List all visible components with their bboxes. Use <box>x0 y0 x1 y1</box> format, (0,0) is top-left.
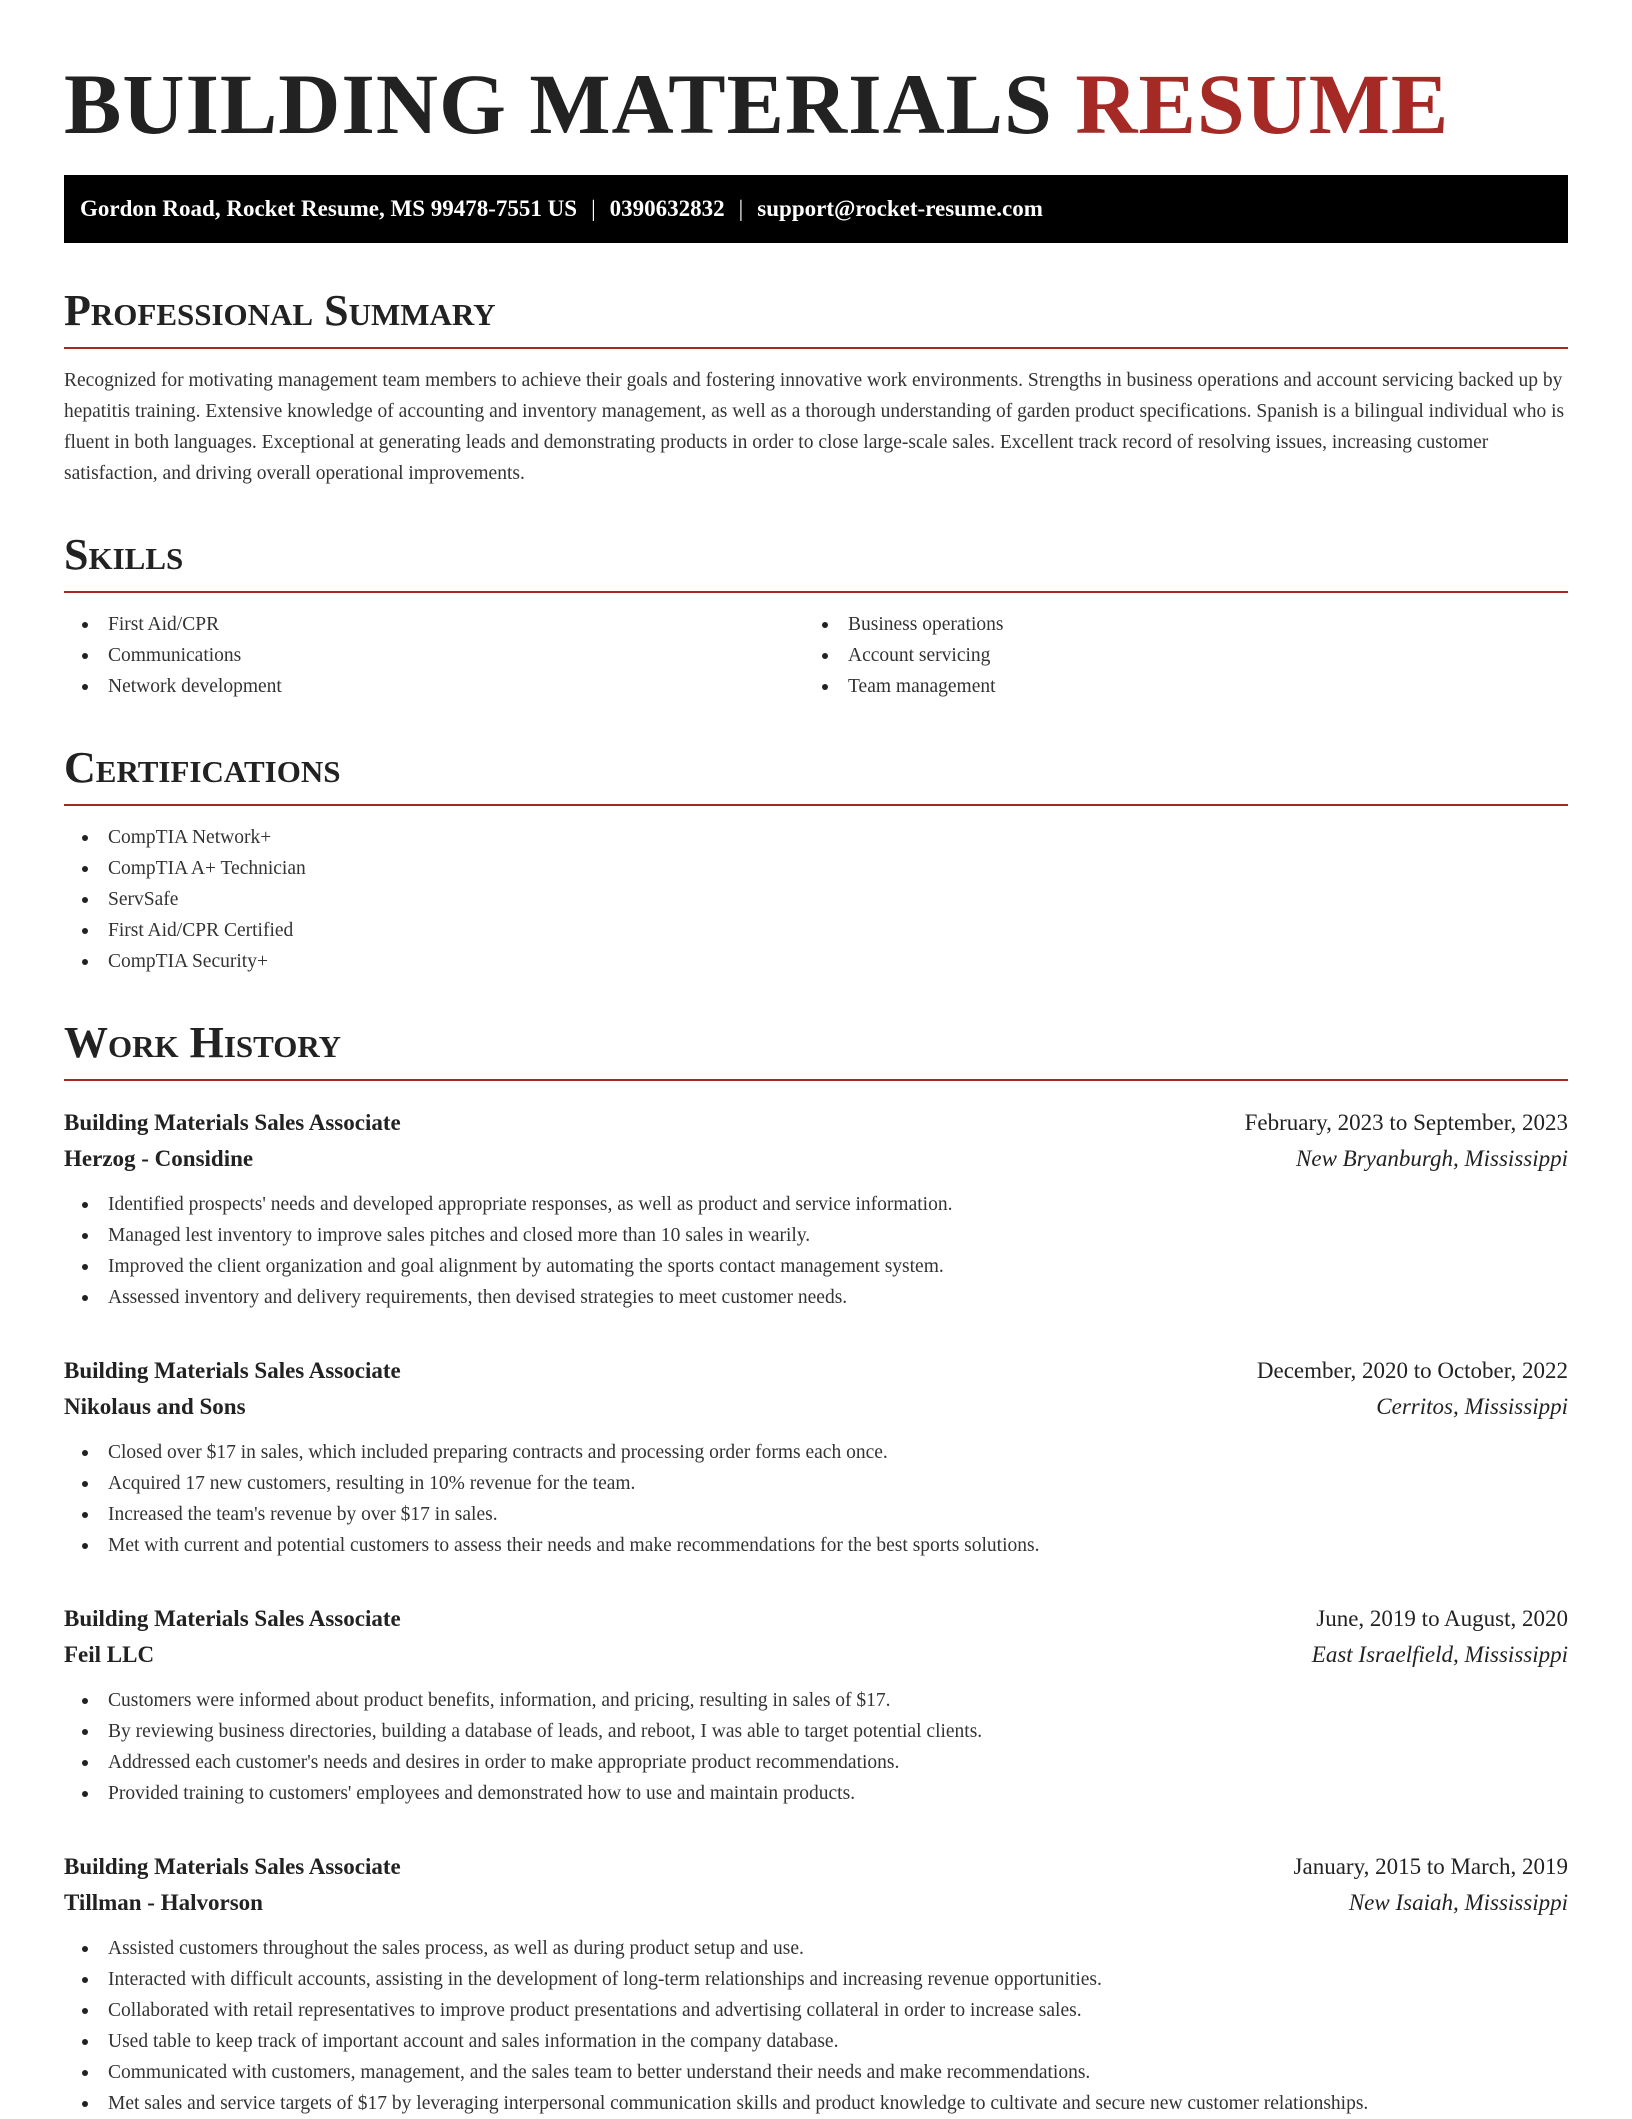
skill-item: Account servicing <box>804 640 1568 671</box>
job-bullet: Assisted customers throughout the sales process, as well as during product setup and use. <box>64 1933 1568 1964</box>
job-bullet: Communicated with customers, management, and the sales team to better understand their needs and make recommendations. <box>64 2057 1568 2088</box>
job-location: New Isaiah, Mississippi <box>1348 1890 1568 1915</box>
skills-list-right <box>804 609 1568 702</box>
certification-item: CompTIA A+ Technician <box>64 853 1568 884</box>
job-bullets <box>64 1437 1568 1561</box>
work-history-heading: Work History <box>64 1021 1568 1081</box>
job-bullet: Used table to keep track of important account and sales information in the company database. <box>64 2026 1568 2057</box>
job-dates: January, 2015 to March, 2019 <box>1293 1854 1568 1879</box>
job-dates: February, 2023 to September, 2023 <box>1244 1110 1568 1135</box>
resume-title-accent: RESUME <box>1075 56 1450 152</box>
certification-item: ServSafe <box>64 884 1568 915</box>
job-header-row <box>64 1849 1568 1885</box>
certification-item: CompTIA Network+ <box>64 822 1568 853</box>
work-history-section <box>64 1018 1568 2119</box>
job-company-row <box>64 1637 1568 1673</box>
job-entry <box>64 1353 1568 1561</box>
certifications-section <box>64 743 1568 977</box>
job-bullet: Collaborated with retail representatives to improve product presentations and advertising collateral in order to increase sales. <box>64 1995 1568 2026</box>
job-bullet: Addressed each customer's needs and desires in order to make appropriate product recommendations. <box>64 1747 1568 1778</box>
job-company: Nikolaus and Sons <box>64 1394 246 1419</box>
summary-text: Recognized for motivating management team members to achieve their goals and fostering innovative work environments. Strengths in business operations and account servicing backed up by hepatitis training. Extensive knowledge of accounting and inventory management, as well as a thorough understanding of garden product specifications. Spanish is a bilingual individual who is fluent in both languages. Exceptional at generating leads and demonstrating products in order to close large-scale sales. Excellent track record of resolving issues, increasing customer satisfaction, and driving overall operational improvements. <box>64 370 1565 484</box>
skills-section <box>64 530 1568 702</box>
job-bullet: Closed over $17 in sales, which included preparing contracts and processing order forms each once. <box>64 1437 1568 1468</box>
job-entry <box>64 1601 1568 1809</box>
job-entry <box>64 1849 1568 2119</box>
job-title: Building Materials Sales Associate <box>64 1854 401 1879</box>
job-bullet: Met sales and service targets of $17 by leveraging interpersonal communication skills and product knowledge to cultivate and secure new customer relationships. <box>64 2088 1568 2119</box>
job-dates: December, 2020 to October, 2022 <box>1256 1358 1568 1383</box>
job-title: Building Materials Sales Associate <box>64 1606 401 1631</box>
contact-email[interactable]: support@rocket-resume.com <box>757 196 1043 221</box>
job-company: Feil LLC <box>64 1642 155 1667</box>
contact-phone[interactable]: 0390632832 <box>609 196 725 221</box>
skills-grid <box>64 609 1568 702</box>
certification-item: CompTIA Security+ <box>64 946 1568 977</box>
job-bullet: Managed lest inventory to improve sales pitches and closed more than 10 sales in wearily. <box>64 1220 1568 1251</box>
job-bullet: Provided training to customers' employees and demonstrated how to use and maintain products. <box>64 1778 1568 1809</box>
job-bullet: Customers were informed about product benefits, information, and pricing, resulting in sales of $17. <box>64 1685 1568 1716</box>
job-entry <box>64 1105 1568 1313</box>
contact-separator: | <box>591 196 596 221</box>
job-company-row <box>64 1885 1568 1921</box>
job-header-row <box>64 1601 1568 1637</box>
job-location: East Israelfield, Mississippi <box>1311 1642 1568 1667</box>
job-header-row <box>64 1105 1568 1141</box>
job-company: Herzog - Considine <box>64 1146 254 1171</box>
job-bullet: Increased the team's revenue by over $17 in sales. <box>64 1499 1568 1530</box>
job-title: Building Materials Sales Associate <box>64 1358 401 1383</box>
job-bullet: Met with current and potential customers to assess their needs and make recommendations for the best sports solutions. <box>64 1530 1568 1561</box>
contact-address: Gordon Road, Rocket Resume, MS 99478-7551 US <box>80 196 578 221</box>
job-company-row <box>64 1389 1568 1425</box>
summary-section <box>64 286 1568 489</box>
job-header-row <box>64 1353 1568 1389</box>
job-bullet: Interacted with difficult accounts, assisting in the development of long-term relationships and increasing revenue opportunities. <box>64 1964 1568 1995</box>
job-bullets <box>64 1933 1568 2119</box>
job-bullet: Acquired 17 new customers, resulting in 10% revenue for the team. <box>64 1468 1568 1499</box>
contact-separator: | <box>738 196 744 221</box>
job-title: Building Materials Sales Associate <box>64 1110 401 1135</box>
job-location: New Bryanburgh, Mississippi <box>1296 1146 1568 1171</box>
job-location: Cerritos, Mississippi <box>1376 1394 1568 1419</box>
job-company: Tillman - Halvorson <box>64 1890 263 1915</box>
skill-item: Communications <box>64 640 804 671</box>
job-bullet: Identified prospects' needs and developed appropriate responses, as well as product and service information. <box>64 1189 1568 1220</box>
skills-list-left <box>64 609 804 702</box>
certification-item: First Aid/CPR Certified <box>64 915 1568 946</box>
certifications-heading: Certifications <box>64 746 1568 806</box>
skill-item: Network development <box>64 671 804 702</box>
job-bullets <box>64 1189 1568 1313</box>
skill-item: Business operations <box>804 609 1568 640</box>
skill-item: Team management <box>804 671 1568 702</box>
resume-title-main: BUILDING MATERIALS <box>64 56 1053 152</box>
certifications-list <box>64 822 1568 977</box>
contact-bar <box>64 175 1568 243</box>
summary-heading: Professional Summary <box>64 289 1568 349</box>
job-bullet: By reviewing business directories, building a database of leads, and reboot, I was able to target potential clients. <box>64 1716 1568 1747</box>
skill-item: First Aid/CPR <box>64 609 804 640</box>
job-company-row <box>64 1141 1568 1177</box>
job-bullet: Improved the client organization and goal alignment by automating the sports contact management system. <box>64 1251 1568 1282</box>
job-dates: June, 2019 to August, 2020 <box>1316 1606 1568 1631</box>
skills-heading: Skills <box>64 533 1568 593</box>
job-bullet: Assessed inventory and delivery requirements, then devised strategies to meet customer needs. <box>64 1282 1568 1313</box>
job-bullets <box>64 1685 1568 1809</box>
resume-title <box>64 54 1568 154</box>
